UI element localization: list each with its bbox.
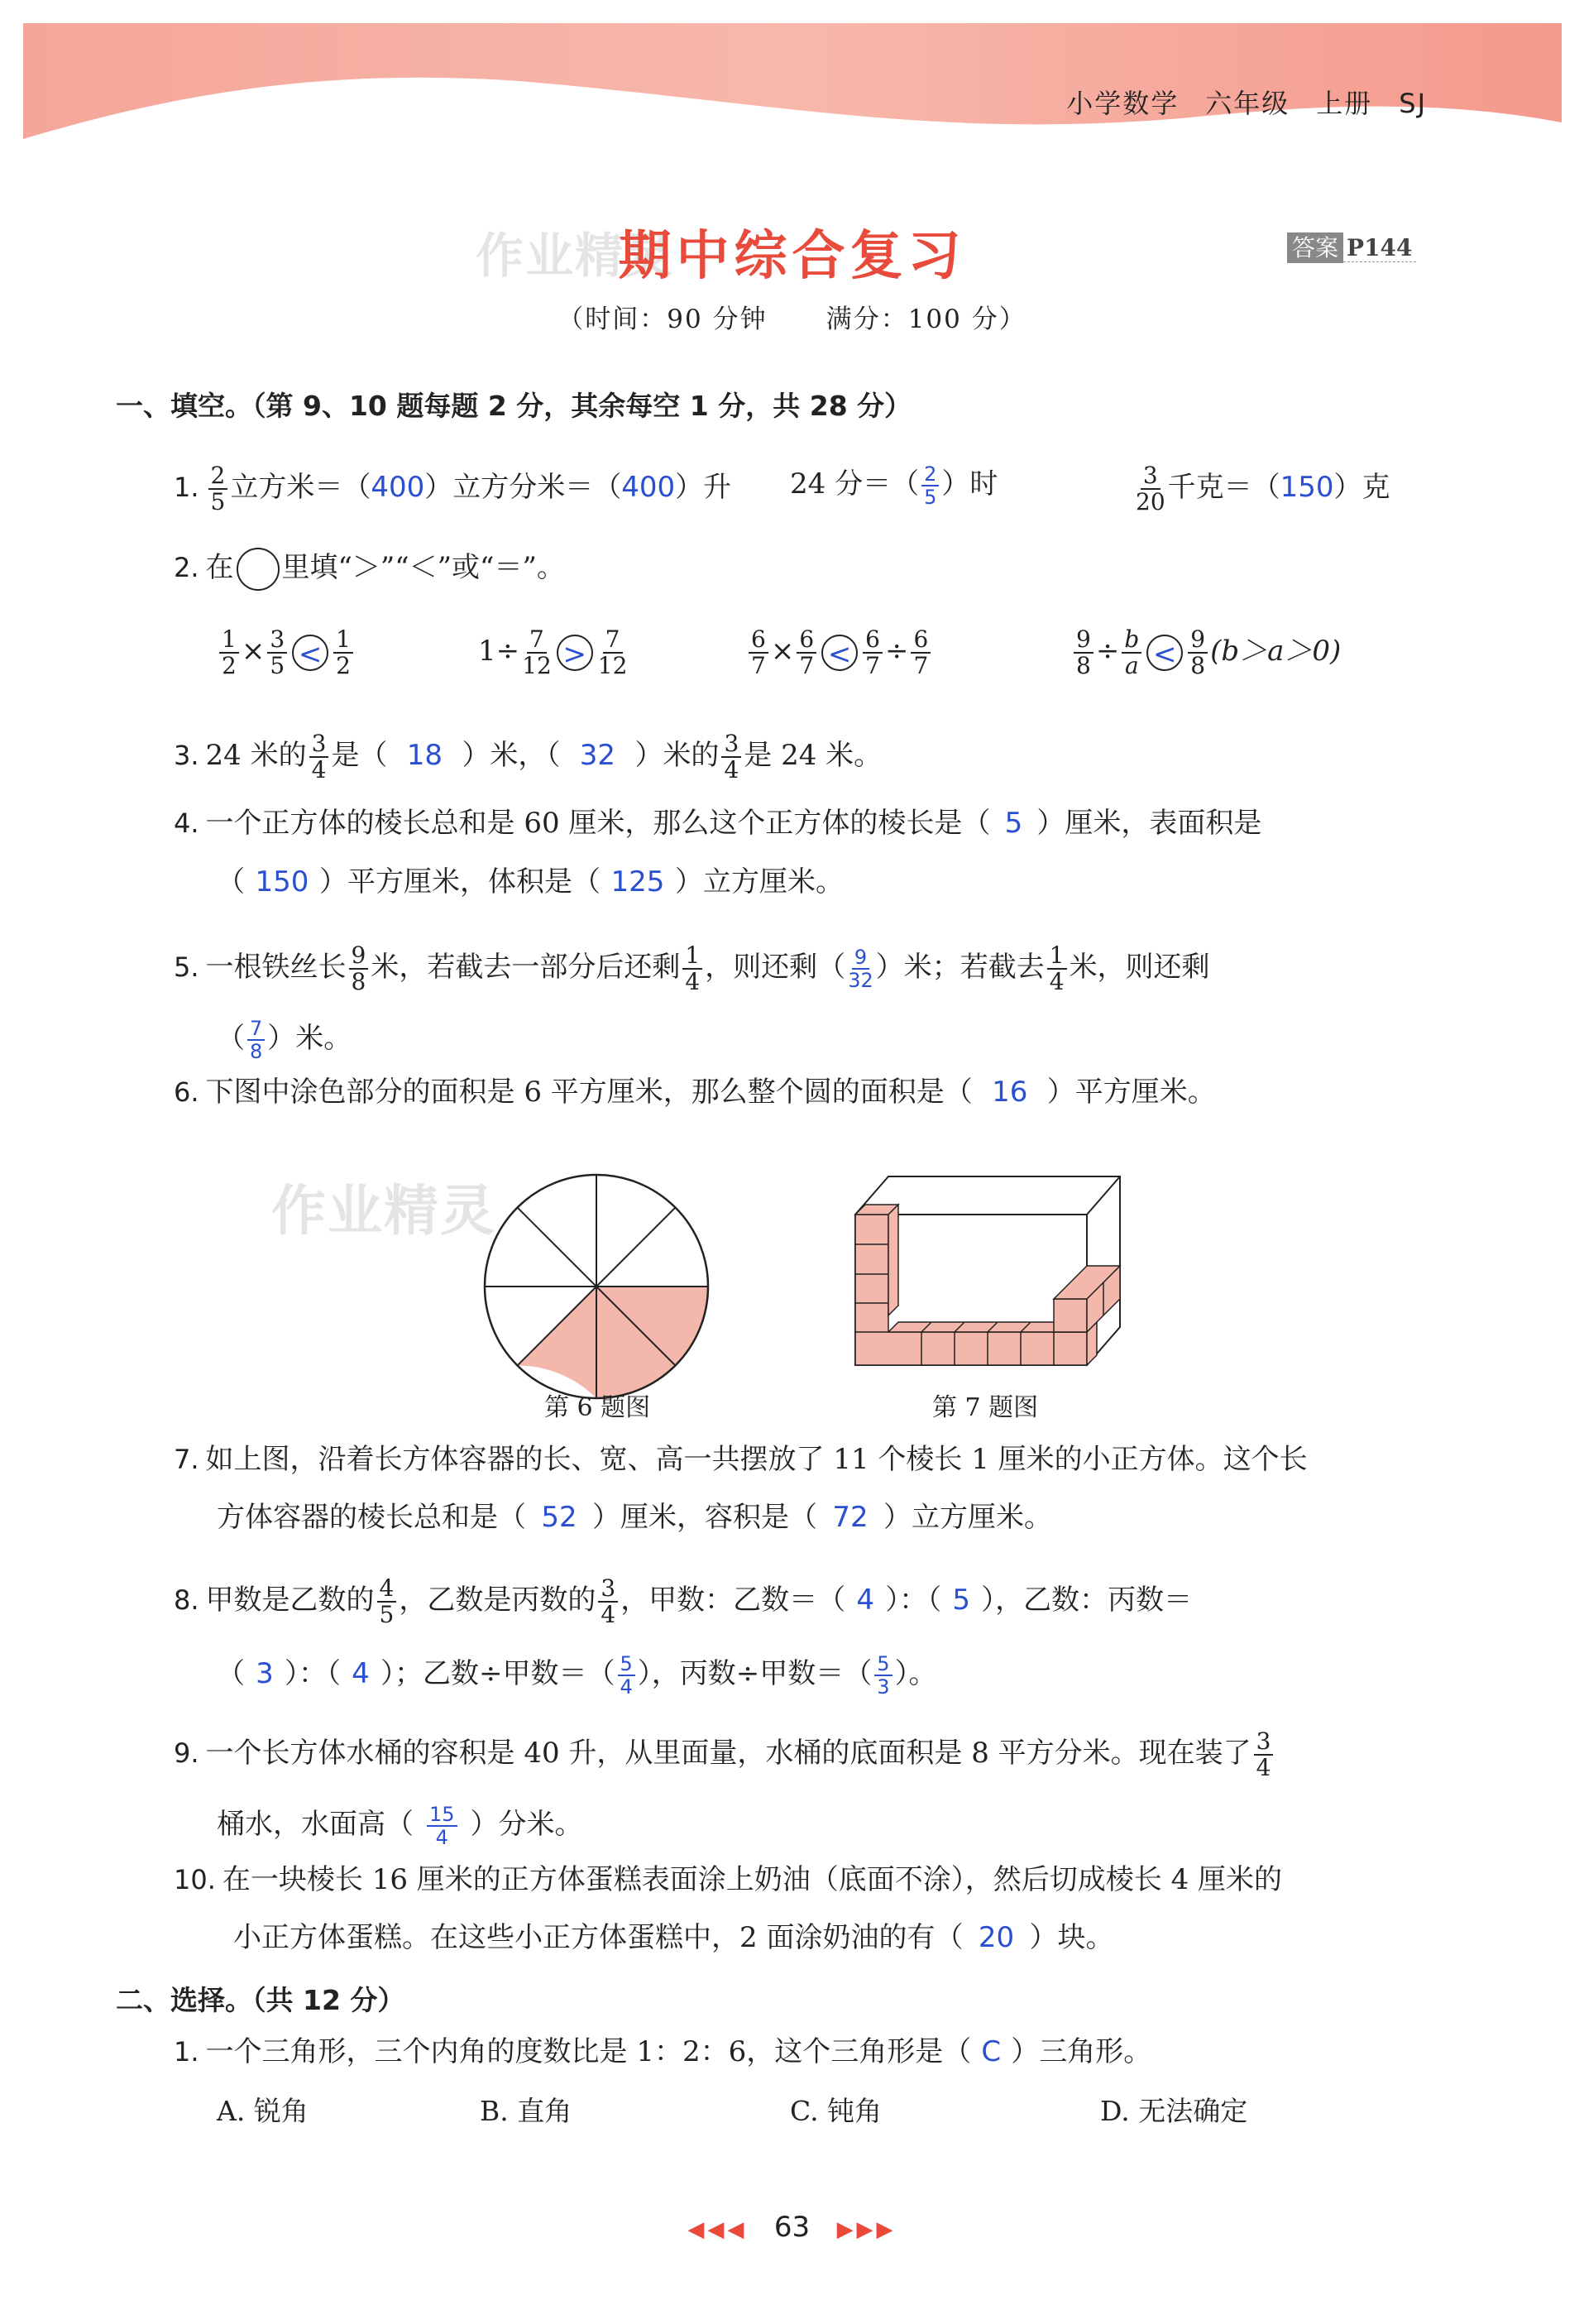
exam-info: [0, 298, 1584, 335]
figure-6-caption: 第 6 题图: [544, 1393, 651, 1422]
answer-label: 答案: [1287, 232, 1343, 263]
watermark: 作业精灵: [271, 1179, 496, 1243]
watermark: 作业精灵: [476, 228, 675, 284]
compare-2: 1÷ $\frac{7}{12}$ > $\frac{7}{12}$: [478, 625, 628, 679]
answer: 125: [610, 865, 665, 898]
question-1-10-line2: 小正方体蛋糕。在这些小正方体蛋糕中，2 面涂奶油的有（ 20 ）块。: [233, 1921, 1114, 1954]
fraction: $\frac{3}{20}$: [1136, 462, 1165, 515]
series-volume: 上册: [1316, 88, 1373, 119]
answer-fraction: $\frac{15}{4}$: [427, 1804, 457, 1848]
series-subject: 小学数学: [1066, 88, 1180, 119]
question-1-6: 6. 下图中涂色部分的面积是 6 平方厘米，那么整个圆的面积是（ 16 ）平方厘米。: [174, 1076, 1216, 1109]
question-1-4: 4. 一个正方体的棱长总和是 60 厘米，那么这个正方体的棱长是（ 5 ）厘米，表面积是: [174, 807, 1262, 840]
answer-fraction: $\frac{5}{3}$: [874, 1653, 892, 1698]
page-footer: [0, 2211, 1584, 2244]
question-1-1b: 24 分＝（ $\frac{2}{5}$ ）时: [790, 462, 998, 509]
answer: 4: [856, 1584, 874, 1617]
answer: 52: [541, 1501, 577, 1534]
right-arrows-icon: ▶▶▶: [836, 2217, 897, 2242]
left-arrows-icon: ◀◀◀: [687, 2217, 748, 2242]
answer: 400: [621, 471, 676, 504]
answer-fraction: $\frac{5}{4}$: [618, 1653, 635, 1698]
circle-icon: [237, 548, 280, 591]
section-1-heading: 一、填空。（第 9、10 题每题 2 分，其余每空 1 分，共 28 分）: [116, 390, 912, 422]
option-c: C. 钝角: [790, 2095, 883, 2127]
cuboid-figure: [852, 1173, 1125, 1372]
answer: >: [557, 635, 593, 671]
question-1-7: 7. 如上图，沿着长方体容器的长、宽、高一共摆放了 11 个棱长 1 厘米的小正方体。这个长: [174, 1443, 1308, 1476]
compare-3: $\frac{6}{7}$ × $\frac{6}{7}$ < $\frac{6}{7}$ ÷ $\frac{6}{7}$: [746, 627, 933, 678]
answer-page: P144: [1343, 234, 1416, 262]
answer: 72: [832, 1501, 869, 1534]
answer: 5: [1004, 807, 1023, 840]
question-1-8: 8. 甲数是乙数的 $\frac{4}{5}$ ，乙数是丙数的 $\frac{3}{4}$ ，甲数：乙数＝（ 4 ）：（ 5 ），乙数：丙数＝: [174, 1574, 1193, 1628]
question-1-2: 2. 在 里填“＞”“＜”或“＝”。: [174, 548, 565, 591]
answer: 16: [992, 1076, 1028, 1109]
answer: 5: [952, 1584, 970, 1617]
answer-fraction: $\frac{2}{5}$: [921, 463, 939, 508]
page-title: 期中综合复习: [618, 226, 966, 287]
question-1-5-line2: （ $\frac{7}{8}$ ）米。: [217, 1017, 352, 1063]
series-edition: SJ: [1399, 88, 1427, 119]
question-1-5: 5. 一根铁丝长 $\frac{9}{8}$ 米，若截去一部分后还剩 $\frac{1}{4}$ ，则还剩（ $\frac{9}{32}$ ）米；若截去 $\frac{1}{4}$ 米，则还剩: [174, 942, 1210, 995]
circle-figure: [478, 1168, 715, 1405]
question-1-1c: $\frac{3}{20}$ 千克＝（150）克: [1136, 462, 1390, 515]
question-1-9: 9. 一个长方体水桶的容积是 40 升，从里面量，水桶的底面积是 8 平方分米。现在装了 $\frac{3}{4}$: [174, 1729, 1275, 1780]
section-2-heading: 二、选择。（共 12 分）: [116, 1984, 405, 2016]
question-1-1: 1. $\frac{2}{5}$ 立方米＝（400）立方分米＝（400）升: [174, 462, 732, 515]
answer-fraction: $\frac{9}{32}$: [848, 946, 873, 992]
answer-fraction: $\frac{7}{8}$: [247, 1018, 265, 1062]
answer: C: [981, 2035, 1002, 2068]
full-score: 满分：100 分）: [825, 304, 1026, 334]
figure-7-caption: 第 7 题图: [932, 1393, 1039, 1422]
answer: <: [1146, 635, 1183, 671]
answer-reference: [1287, 230, 1416, 263]
option-b: B. 直角: [480, 2095, 572, 2127]
answer: <: [821, 635, 858, 671]
answer: 400: [371, 471, 425, 504]
fraction: $\frac{2}{5}$: [208, 463, 228, 515]
question-1-9-line2: 桶水，水面高（ $\frac{15}{4}$ ）分米。: [217, 1803, 583, 1849]
book-series: [1040, 83, 1427, 121]
question-2-1: 1. 一个三角形，三个内角的度数比是 1：2：6，这个三角形是（ C ）三角形。: [174, 2035, 1152, 2068]
option-a: A. 锐角: [217, 2095, 309, 2127]
time-limit: （时间：90 分钟: [558, 304, 768, 334]
answer: 18: [406, 739, 443, 772]
series-grade: 六年级: [1205, 88, 1290, 119]
question-1-3: 3. 24 米的 $\frac{3}{4}$ 是（ 18 ）米，（ 32 ）米的 $\frac{3}{4}$ 是 24 米。: [174, 730, 883, 783]
question-1-4-line2: （ 150 ）平方厘米，体积是（ 125 ）立方厘米。: [217, 865, 844, 898]
page-number: 63: [773, 2211, 811, 2244]
answer: <: [292, 635, 328, 671]
answer: 20: [978, 1921, 1015, 1954]
option-d: D. 无法确定: [1100, 2095, 1248, 2127]
answer: 150: [255, 865, 309, 898]
answer: 150: [1280, 471, 1334, 504]
question-1-10: 10. 在一块棱长 16 厘米的正方体蛋糕表面涂上奶油（底面不涂），然后切成棱长 4 厘米的: [174, 1863, 1283, 1896]
answer: 32: [579, 739, 616, 772]
answer: 3: [256, 1657, 274, 1690]
compare-1: $\frac{1}{2}$ × $\frac{3}{5}$ < $\frac{1}{2}$: [217, 627, 356, 678]
compare-4: $\frac{9}{8}$ ÷ $\frac{b}{a}$ < $\frac{9}{8}$ (b＞a＞0): [1071, 627, 1341, 678]
question-1-8-line2: （ 3 ）：（ 4 ）；乙数÷甲数＝（ $\frac{5}{4}$ ），丙数÷甲数＝（ $\frac{5}{3}$ ）。: [217, 1652, 937, 1699]
answer: 4: [352, 1657, 370, 1690]
question-1-7-line2: 方体容器的棱长总和是（ 52 ）厘米，容积是（ 72 ）立方厘米。: [217, 1501, 1052, 1534]
